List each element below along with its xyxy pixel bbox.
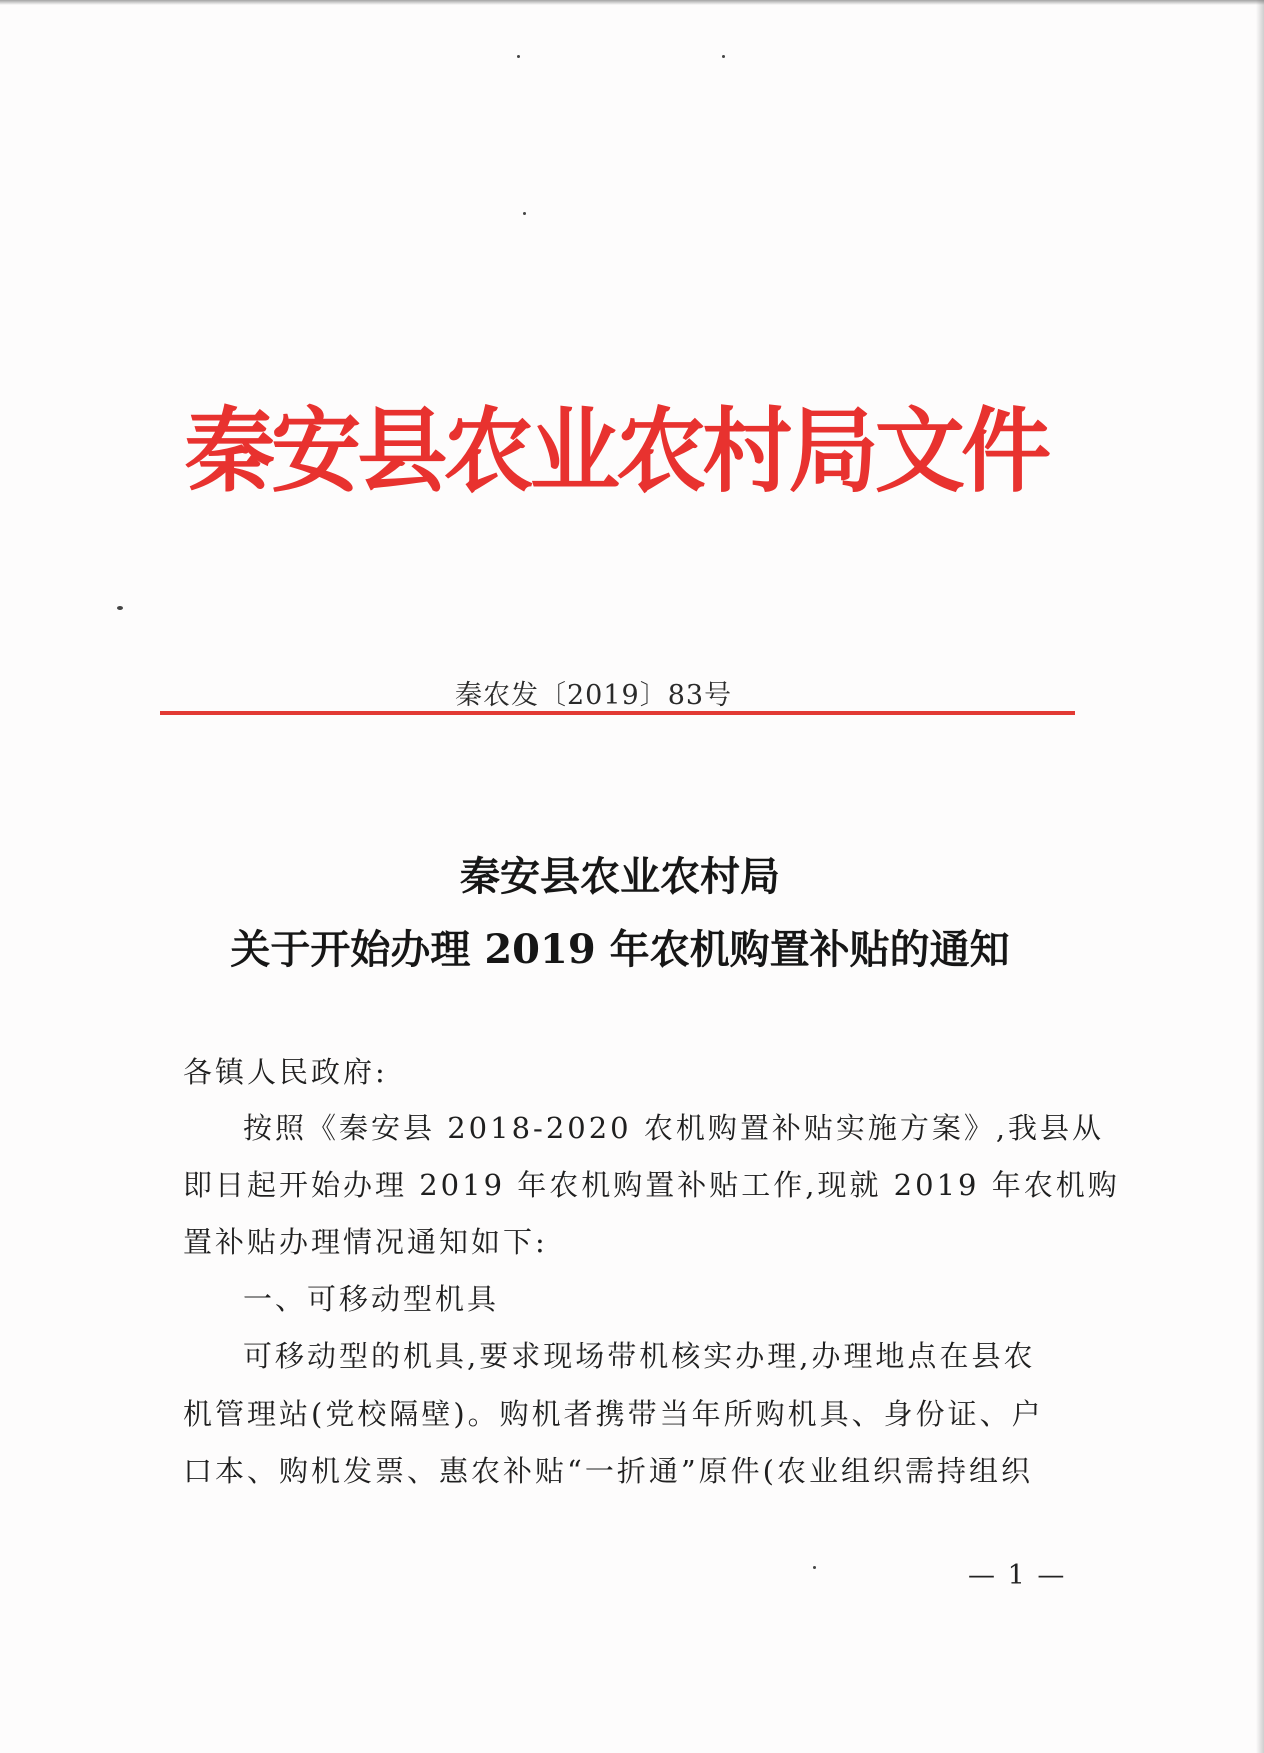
paragraph-2-line-3: 口本、购机发票、惠农补贴“一折通”原件(农业组织需持组织 [183,1454,1033,1488]
scan-edge-top [0,0,1264,5]
notice-title-line-1: 秦安县农业农村局 [460,853,780,900]
scan-speck [523,212,526,215]
document-number: 秦农发〔2019〕83号 [455,680,733,711]
notice-title-line-2: 关于开始办理 2019 年农机购置补贴的通知 [230,926,1010,973]
scan-speck [813,1566,816,1569]
paragraph-2-line-2: 机管理站(党校隔壁)。购机者携带当年所购机具、身份证、户 [183,1397,1044,1431]
scan-speck [517,55,520,58]
red-divider-line [160,711,1075,715]
paragraph-1-line-2: 即日起开始办理 2019 年农机购置补贴工作,现就 2019 年农机购 [183,1168,1120,1202]
scan-speck [722,55,725,58]
page-number: — 1 — [968,1560,1067,1591]
issuer-header-title: 秦安县农业农村局文件 [184,397,1048,505]
paragraph-2-line-1: 可移动型的机具,要求现场带机核实办理,办理地点在县农 [243,1339,1036,1373]
scan-speck [117,606,123,610]
paragraph-1-line-3: 置补贴办理情况通知如下: [183,1225,548,1259]
paragraph-1-line-1: 按照《秦安县 2018-2020 农机购置补贴实施方案》,我县从 [243,1111,1105,1145]
salutation: 各镇人民政府: [183,1055,388,1089]
scan-edge-right [1256,0,1264,1753]
section-1-heading: 一、可移动型机具 [243,1282,500,1316]
